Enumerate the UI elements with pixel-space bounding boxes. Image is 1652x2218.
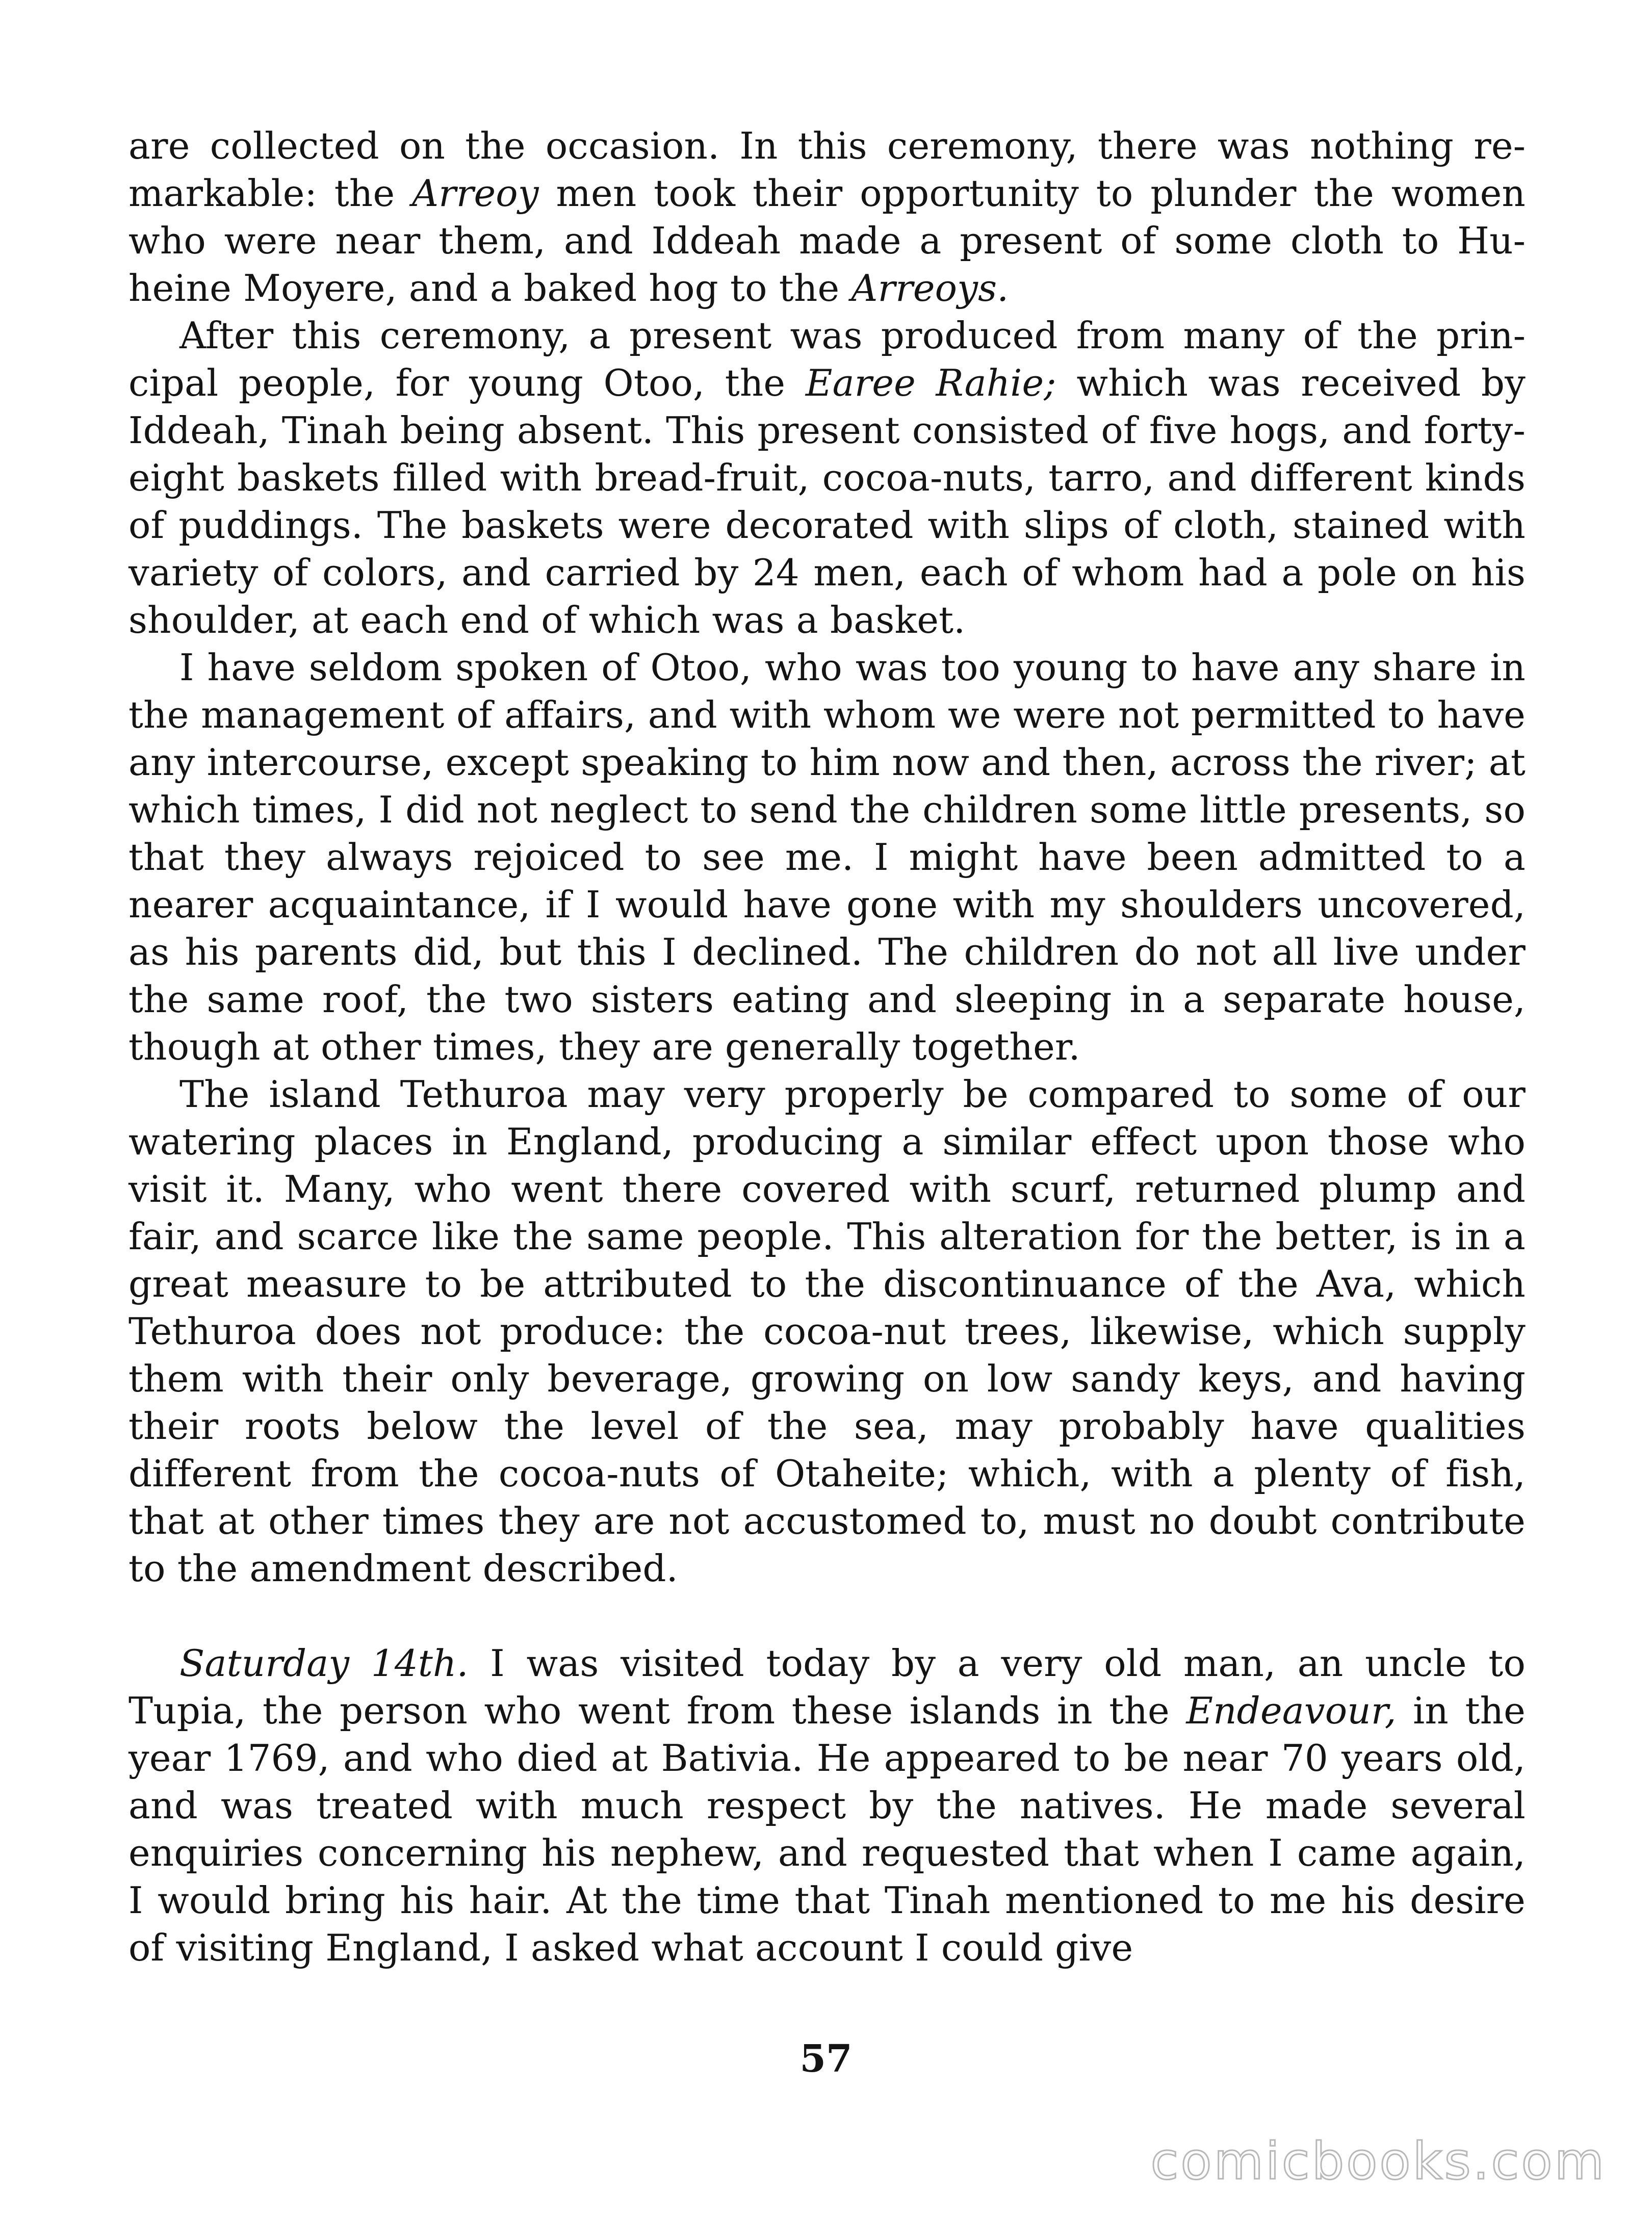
body-text: After this ceremony, a present was produced from many of the principal people, for young Otoo, the <box>128 314 1526 404</box>
paragraph-saturday-entry <box>128 1640 1526 1972</box>
body-text: I was visited today by a very old man, an uncle to Tupia, the person who went from these islands in the <box>128 1642 1526 1732</box>
page-number: 57 <box>799 2037 853 2081</box>
italic-text: Endeavour, <box>1186 1689 1397 1732</box>
paragraph-otoo-children <box>128 644 1526 1071</box>
body-text: I have seldom spoken of Otoo, who was too young to have any share in the management of affairs, and with whom we were not permitted to have any intercourse, except speaking to him now and then, across the river; at which times, I did not neglect to send the children some little presents, so that they always rejoiced to see me. I might have been admitted to a nearer acquaintance, if I would have gone with my shoulders uncovered, as his parents did, but this I declined. The children do not all live under the same roof, the two sisters eating and sleeping in a separate house, though at other times, they are generally together. <box>128 646 1526 1068</box>
body-text: are collected on the occasion. In this ceremony, there was nothing remarkable: the <box>128 124 1526 215</box>
body-text: men took their opportunity to plunder the women who were near them, and Iddeah made a present of some cloth to Huheine Moyere, and a baked hog to the <box>128 172 1526 310</box>
italic-text: Earee Rahie; <box>805 362 1056 404</box>
watermark-logo: comicbooks.com <box>1150 2131 1606 2191</box>
italic-text: Arreoys. <box>851 267 1009 310</box>
body-text: which was received by Iddeah, Tinah being absent. This present consisted of five hogs, and forty-eight baskets filled with bread-fruit, cocoa-nuts, tarro, and different kinds of puddings. The baskets were decorated with slips of cloth, stained with variety of colors, and carried by 24 men, each of whom had a pole on his shoulder, at each end of which was a basket. <box>128 362 1526 641</box>
italic-text: Arreoy <box>412 172 539 215</box>
paragraph-present-for-otoo <box>128 312 1526 644</box>
body-text: in the year 1769, and who died at Bativia. He appeared to be near 70 years old, and was treated with much respect by the natives. He made several enquiries concerning his nephew, and requested that when I came again, I would bring his hair. At the time that Tinah mentioned to me his desire of visiting England, I asked what account I could give <box>128 1689 1526 1969</box>
paragraph-arreoy-ceremony <box>128 122 1526 312</box>
italic-text: Saturday 14th. <box>179 1642 469 1685</box>
body-text: The island Tethuroa may very properly be compared to some of our watering places in England, producing a similar effect upon those who visit it. Many, who went there covered with scurf, returned plump and fair, and scarce like the same people. This alteration for the better, is in a great measure to be attributed to the discontinuance of the Ava, which Tethuroa does not produce: the cocoa-nut trees, likewise, which supply them with their only beverage, growing on low sandy keys, and having their roots below the level of the sea, may probably have qualities different from the cocoa-nuts of Otaheite; which, with a plenty of fish, that at other times they are not accustomed to, must no doubt contribute to the amendment described. <box>128 1073 1526 1590</box>
page-body <box>128 122 1526 1972</box>
section-break <box>128 1592 1526 1640</box>
paragraph-tethuroa-island <box>128 1071 1526 1592</box>
